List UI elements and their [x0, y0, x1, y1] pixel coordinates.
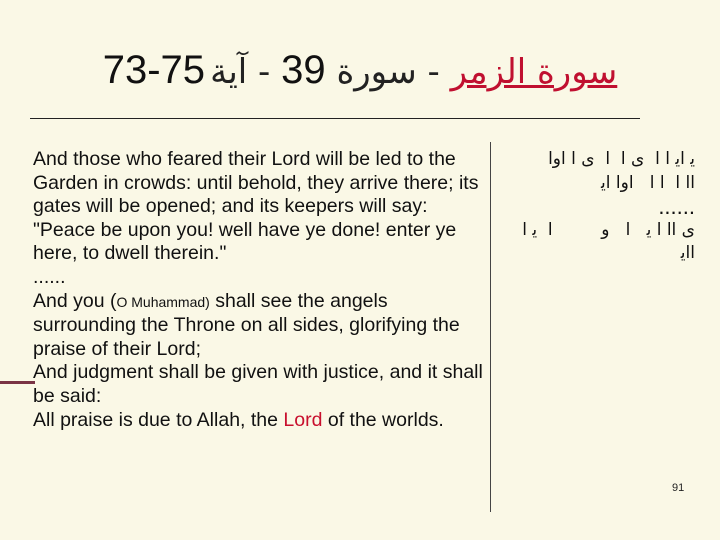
arabic-line-3: ﻯ ﺍﺍ ﺍ ﻳ ﺍ ﻭ ﺍ ﻳ ﺍ — [522, 219, 695, 240]
arabic-ellipsis: ...... — [658, 194, 695, 220]
verse-75-part-a: And you ( — [33, 289, 117, 312]
title-sep2: - — [247, 52, 282, 92]
verse-75-text — [33, 290, 483, 362]
column-divider — [490, 142, 491, 512]
title-surah-number: 39 — [281, 48, 326, 92]
arabic-text — [500, 148, 695, 266]
title-verse-range: 73-75 — [102, 48, 206, 92]
arabic-line-1: ﻳ ﺍﻳ ﺍ ﺍ ﻯ ﺍ ﺍ ﻯ ﺍ ﺍﻭﺍ — [548, 149, 695, 169]
title-surah-word: سورة — [336, 52, 417, 92]
english-translation — [33, 148, 483, 432]
arabic-line-2: ﺍﺍ ﺍ ﺍ ﺍ ﺍﻭﺍ ﺍﻳ — [601, 172, 695, 193]
title-arabic — [210, 48, 618, 92]
verse-75-parenthetical: O Muhammad) — [116, 293, 210, 310]
praise-part-b: of the worlds. — [322, 408, 444, 431]
judgment-text: And judgment shall be given with justice, and it shall be said: — [33, 361, 483, 407]
praise-text — [33, 409, 483, 433]
title-underline-rule — [30, 118, 640, 119]
verse-73-text: And those who feared their Lord will be led to the Garden in crowds: until behold, they arrive there; its gates will be opened; and its keepers will say: "Peace be upon you! well have ye done! enter ye here, to dwell therein." — [33, 148, 479, 265]
title-sep: - — [416, 52, 451, 92]
lord-highlight: Lord — [283, 408, 323, 431]
page-number: 91 — [672, 482, 685, 494]
verse-75-part-b: shall see the angels surrounding the Throne on all sides, glorifying the praise of their Lord; — [33, 289, 460, 360]
title-surah-name: سورة الزمر — [450, 52, 618, 92]
praise-part-a: All praise is due to Allah, the — [33, 408, 284, 431]
side-accent-bar — [0, 381, 35, 384]
arabic-line-4: ﺍﺍﻳ — [675, 243, 695, 264]
ellipsis: ...... — [33, 265, 66, 288]
title-ayah-word: آية — [210, 52, 248, 92]
slide-title — [0, 48, 720, 93]
